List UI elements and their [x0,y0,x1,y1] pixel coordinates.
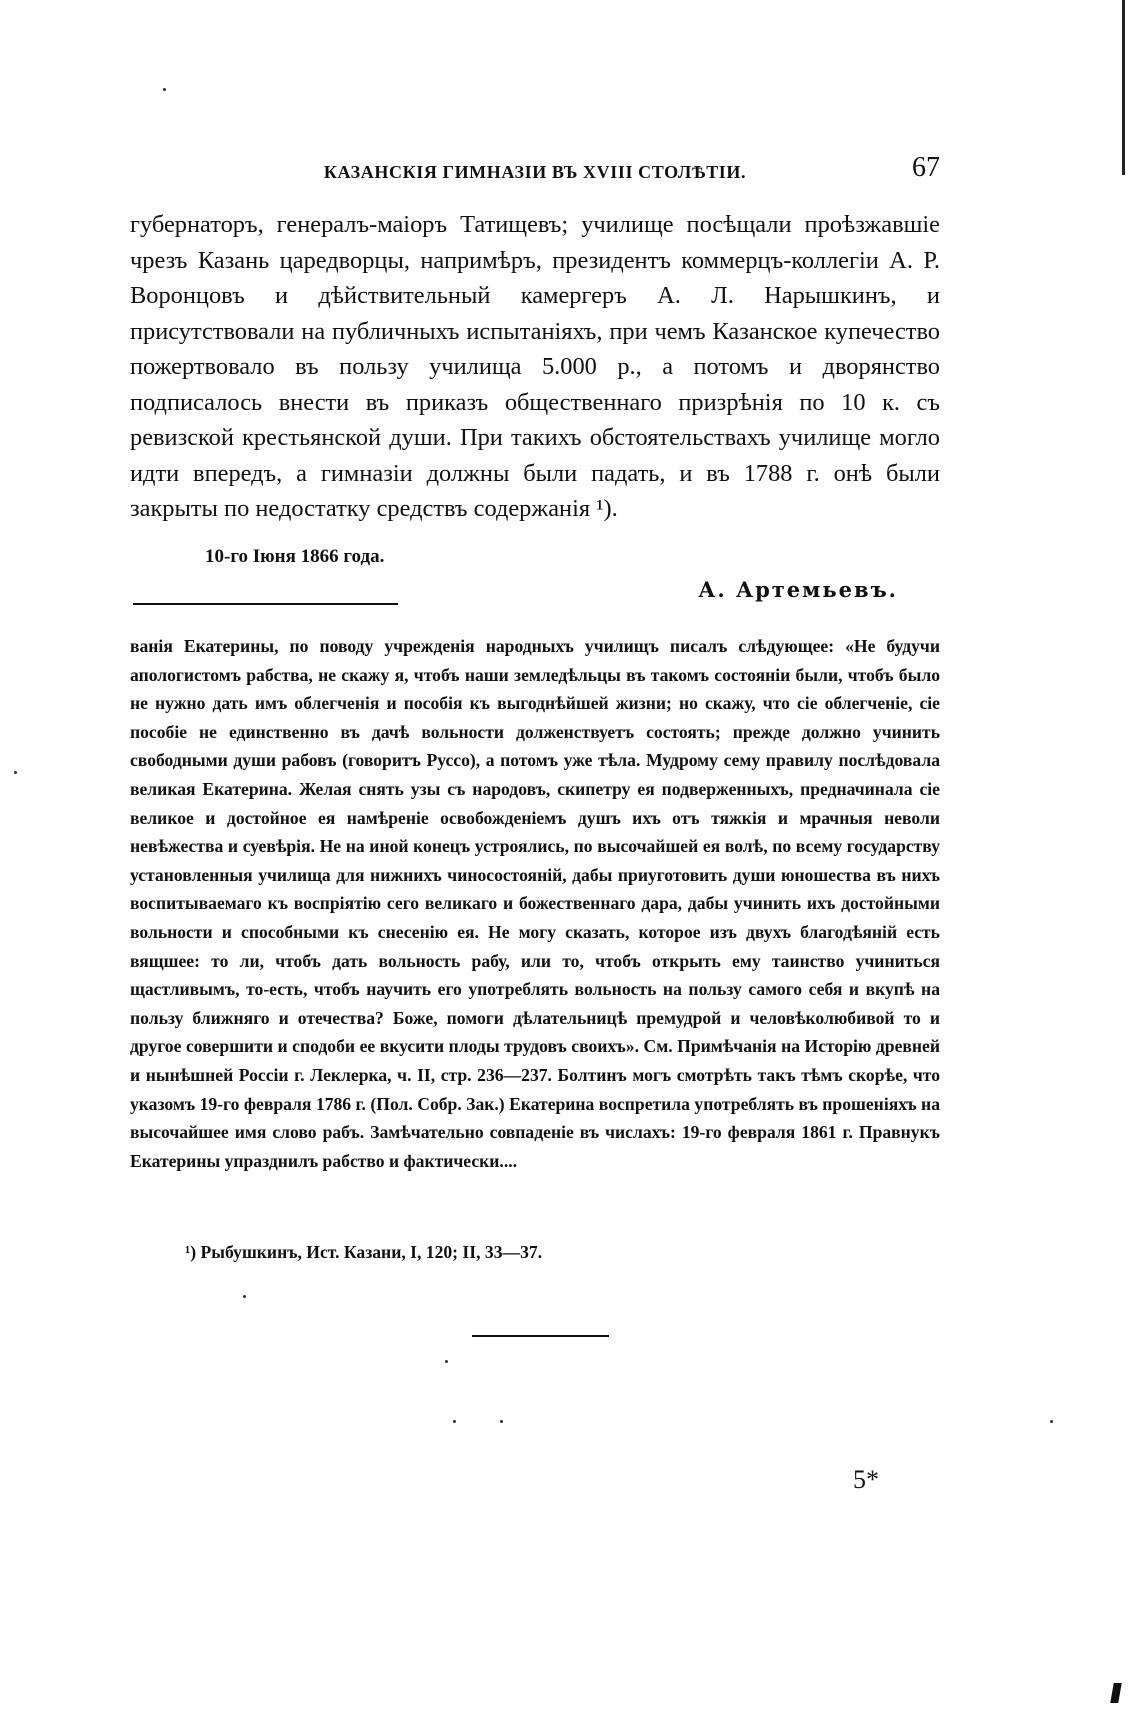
footnote-separator [133,603,398,605]
scan-speck [445,1360,448,1363]
scan-speck [500,1420,503,1423]
footnote-text: ванія Екатерины, по поводу учрежденія народныхъ училищъ писалъ слѣдующее: «Не будучи апологистомъ рабства, не скажу я, чтобъ наши земледѣльцы въ такомъ состояніи были, чтобъ было не нужно дать имъ облегченія и пособія къ выгоднѣйшей жизни; но скажу, что сіе облегченіе, сіе пособіе не единственно въ дачѣ вольности долженствуетъ состоять; прежде должно учинить свободными души рабовъ (говоритъ Руссо), а потомъ уже тѣла. Мудрому сему правилу послѣдовала великая Екатерина. Желая снять узы съ народовъ, скипетру ея подверженныхъ, предначинала сіе великое и достойное ея намѣреніе освобожденіемъ душъ ихъ отъ тяжкія и мрачныя неволи невѣжества и суевѣрія. Не на иной конецъ устроялись, по высочайшей ея волѣ, по всему государству установленныя училища для нижнихъ чиносостояній, дабы приуготовить души юношества въ нихъ воспитываемаго къ воспріятію сего великаго и божественнаго дара, дабы учинить ихъ достойными вольности и способными къ снесенію ея. Не могу сказать, которое изъ двухъ благодѣяній есть вящшее: то ли, чтобъ дать вольность рабу, или то, чтобъ открыть ему таинство учиниться щастливымъ, то-есть, чтобъ научить его употреблять вольность на пользу самого себя и вкупѣ на пользу ближняго и отечества? Боже, помоги дѣлательницѣ премудрой и человѣколюбивой то и другое совершити и сподоби ее вкусити плоды трудовъ своихъ». См. Примѣчанія на Исторію древней и нынѣшней Россіи г. Леклерка, ч. II, стр. 236—237. Болтинъ могъ смотрѣть такъ тѣмъ скорѣе, что указомъ 19-го февраля 1786 г. (Пол. Собр. Зак.) Екатерина воспретила употреблять въ прошеніяхъ на высочайшее имя слово рабъ. Замѣчательно совпаденіе въ числахъ: 19-го февраля 1861 г. Правнукъ Екатерины упразднилъ рабство и фактически.... [130,636,940,1171]
body-paragraph: губернаторъ, генералъ-маіоръ Татищевъ; училище посѣщали проѣзжавшіе чрезъ Казань царедворцы, напримѣръ, президентъ коммерцъ-коллегіи А. Р. Воронцовъ и дѣйствительный камергеръ А. Л. Нарышкинъ, и присутствовали на публичныхъ испытаніяхъ, при чемъ Казанское купечество пожертвовало въ пользу училища 5.000 р., а потомъ и дворянство подписалось внести въ приказъ общественнаго призрѣнія по 10 к. съ ревизской крестьянской души. При такихъ обстоятельствахъ училище могло идти впередъ, а гимназіи должны были падать, и въ 1788 г. онѣ были закрыты по недостатку средствъ содержанія ¹). [130,211,940,522]
date-line: 10-го Іюня 1866 года. [205,546,385,567]
page-edge-line [1122,0,1125,175]
footnote-reference: ¹) Рыбушкинъ, Ист. Казани, I, 120; II, 33—37. [185,1242,543,1262]
scan-corner-mark [1110,1683,1122,1703]
scan-speck [243,1295,246,1298]
author-signature: А. Артемьевъ. [698,577,898,602]
page-number: 67 [912,152,940,183]
scan-speck [163,88,166,91]
page-header [130,152,940,192]
closing-rule [472,1335,609,1337]
signature-mark: 5* [853,1465,879,1494]
running-title: КАЗАНСКІЯ ГИМНАЗІИ ВЪ XVIII СТОЛѢТІИ. [323,162,747,182]
scan-speck [453,1420,456,1423]
scan-speck [14,771,17,774]
scan-speck [1050,1420,1053,1423]
